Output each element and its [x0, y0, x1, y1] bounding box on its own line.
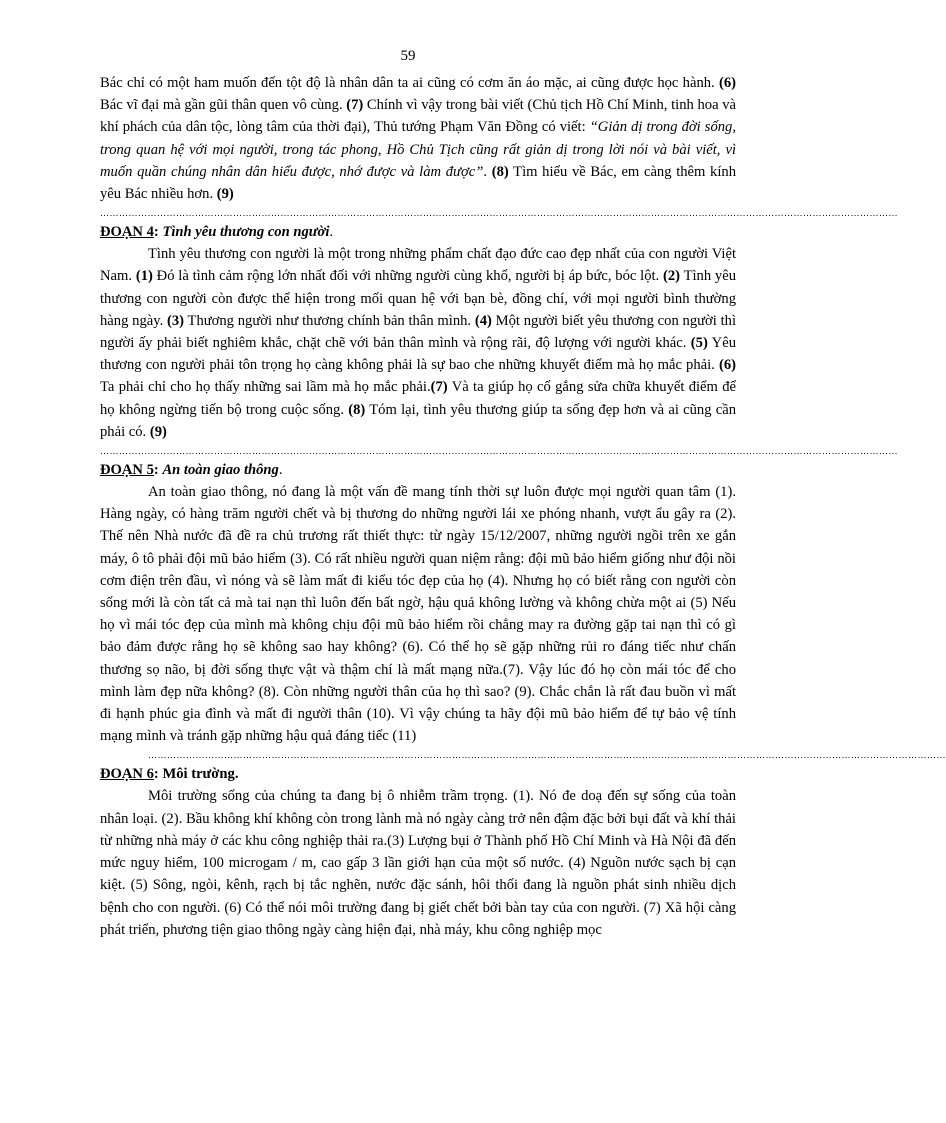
- section-heading-doan5: [100, 459, 736, 481]
- text: Tóm lại, tình yêu thương giúp ta sống đẹp hơn và ai cũng cần phải có.: [100, 401, 736, 440]
- dotted-separator: ………………………………………………………………………………………………………………………………………………………………………………………………………………………………: [100, 208, 898, 219]
- text: Và ta giúp họ cố gắng sửa chữa khuyết điểm để họ không ngừng tiến bộ trong cuộc sống.: [100, 379, 736, 418]
- text: Bác vĩ đại mà gần gũi thân quen vô cùng.: [100, 97, 347, 114]
- section-heading-doan4: [100, 221, 736, 243]
- sentence-marker: (2): [663, 268, 681, 285]
- sentence-marker: (7): [430, 379, 448, 396]
- sentence-marker: (7): [346, 97, 364, 114]
- section-end: .: [278, 462, 283, 479]
- text: Một người biết yêu thương con người thì người ấy phải biết nghiêm khắc, chặt chẽ với bản thân mình và rộng rãi, độ lượng với người khác.: [100, 312, 736, 352]
- sentence-marker: (1): [135, 268, 153, 285]
- sentence-marker: (8): [491, 163, 509, 180]
- sentence-marker: (8): [348, 401, 366, 418]
- section-heading-doan6: [100, 763, 736, 785]
- section-end: .: [329, 224, 334, 241]
- section-name: Tình yêu thương con người: [162, 224, 330, 241]
- text: Ta phải chỉ cho họ thấy những sai lầm mà họ mắc phải.: [100, 379, 431, 396]
- doan5-paragraph: An toàn giao thông, nó đang là một vấn đề mang tính thời sự luôn được mọi người quan tâm (1). Hàng ngày, có hàng trăm người chết và bị thương do những người lái xe phóng nhanh, vượt ẩu gây ra (2). Thế nên Nhà nước đã đề ra chủ trương rất thiết thực: từ ngày 15/12/2007, những người ngồi trên xe gắn máy, ô tô phải đội mũ bảo hiểm (3). Có rất nhiều người quan niệm rằng: đội mũ bảo hiểm giống như đội nồi cơm điện trên đầu, vì nóng và sẽ làm mất đi kiểu tóc đẹp của họ (4). Nhưng họ có biết rằng con người còn sống mới là còn tất cả mà tai nạn thì luôn đến bất ngờ, hậu quả không lường và không chừa một ai (5) Nếu họ vì mái tóc đẹp của mình mà không chịu đội mũ bảo hiểm rồi chẳng may ra đường gặp tai nạn thì có gì bảo đảm được rằng họ sẽ không sao hay không? (6). Có thể họ sẽ gặp những rủi ro đáng tiếc như chấn thương sọ não, bị đời sống thực vật và thậm chí là mất mạng nữa.(7). Vậy lúc đó họ còn mái tóc để cho mình làm đẹp nữa không? (8). Còn những người thân của họ thì sao? (9). Chắc chắn là rất đau buồn vì mất đi hạnh phúc gia đình và mất đi người thân (10). Vì vậy chúng ta hãy đội mũ bảo hiểm để tự bảo vệ tính mạng mình và tránh gặp những hậu quả đáng tiếc (11): [100, 484, 736, 745]
- text: Yêu thương con người phải tôn trọng họ càng không phải là sự bao che những khuyết điểm mà họ mắc phải.: [100, 335, 736, 374]
- section-colon: :: [153, 224, 163, 241]
- document-body: [100, 72, 946, 941]
- section-label: ĐOẠN 6: [100, 766, 154, 783]
- text: Chính vì vậy trong bài viết (Chủ tịch Hồ Chí Minh, tinh hoa và khí phách của dân tộc, lòng tâm của thời đại), Thủ tướng Phạm Văn Đồng có viết:: [100, 97, 737, 136]
- intro-paragraph: [100, 72, 736, 205]
- doan4-paragraph: [100, 243, 736, 443]
- sentence-marker: (6): [718, 357, 736, 374]
- text: Đó là tình cảm rộng lớn nhất đối với những người cùng khổ, người bị áp bức, bóc lột.: [152, 268, 663, 285]
- sentence-marker: (9): [216, 186, 234, 203]
- sentence-marker: (6): [718, 75, 736, 91]
- text: Tình yêu thương con người còn được thể hiện trong mối quan hệ với bạn bè, đồng chí, với mọi người bình thường hàng ngày.: [100, 268, 736, 329]
- section-colon: :: [153, 766, 163, 783]
- quote: “Giản dị trong đời sống, trong quan hệ với mọi người, trong tác phong, Hồ Chủ Tịch cũng rất giản dị trong lời nói và bài viết, vì muốn quần chúng nhân dân hiểu được, nhớ được và làm được”: [100, 119, 736, 180]
- text: Tình yêu thương con người là một trong những phẩm chất đạo đức cao đẹp nhất của con người Việt Nam.: [100, 246, 736, 285]
- section-colon: :: [153, 462, 163, 479]
- text: .: [483, 163, 492, 180]
- sentence-marker: (9): [149, 423, 167, 440]
- dotted-separator: ………………………………………………………………………………………………………………………………………………………………………………………………………………………………: [100, 446, 898, 457]
- section-name: Môi trường: [162, 766, 235, 783]
- sentence-marker: (4): [474, 312, 492, 329]
- section-label: ĐOẠN 4: [100, 224, 154, 241]
- section-name: An toàn giao thông: [162, 462, 279, 479]
- dotted-separator: ………………………………………………………………………………………………………………………………………………………………………………………………………………………………: [148, 750, 946, 761]
- text: Bác chỉ có một ham muốn đến tột độ là nhân dân ta ai cũng có cơm ăn áo mặc, ai cũng được học hành.: [100, 75, 719, 91]
- doan6-paragraph: Môi trường sống của chúng ta đang bị ô nhiễm trầm trọng. (1). Nó đe doạ đến sự sống của toàn nhân loại. (2). Bầu không khí không còn trong lành mà nó ngày càng trở nên đậm đặc bởi bụi đất và khí thải từ những nhà máy ở các khu công nghiệp thải ra.(3) Lượng bụi ở Thành phố Hồ Chí Minh và Hà Nội đã đến mức nguy hiểm, 100 microgam / m, cao gấp 3 lần giới hạn của một số nước. (4) Nguồn nước sạch bị cạn kiệt. (5) Sông, ngòi, kênh, rạch bị tắc nghẽn, nước đặc sánh, hôi thối đang là nguồn phát sinh nhiều dịch bệnh cho con người. (6) Có thể nói môi trường đang bị giết chết bởi bàn tay của con người. (7) Xã hội càng phát triển, phương tiện giao thông ngày càng hiện đại, nhà máy, khu công nghiệp mọc: [100, 788, 736, 938]
- text: Thương người như thương chính bản thân mình.: [184, 312, 475, 329]
- text: Tìm hiểu về Bác, em càng thêm kính yêu Bác nhiều hơn.: [100, 163, 737, 203]
- section-label: ĐOẠN 5: [100, 462, 154, 479]
- sentence-marker: (3): [167, 312, 185, 329]
- page-number: 59: [400, 48, 416, 64]
- sentence-marker: (5): [690, 335, 708, 352]
- section-end: .: [234, 766, 239, 783]
